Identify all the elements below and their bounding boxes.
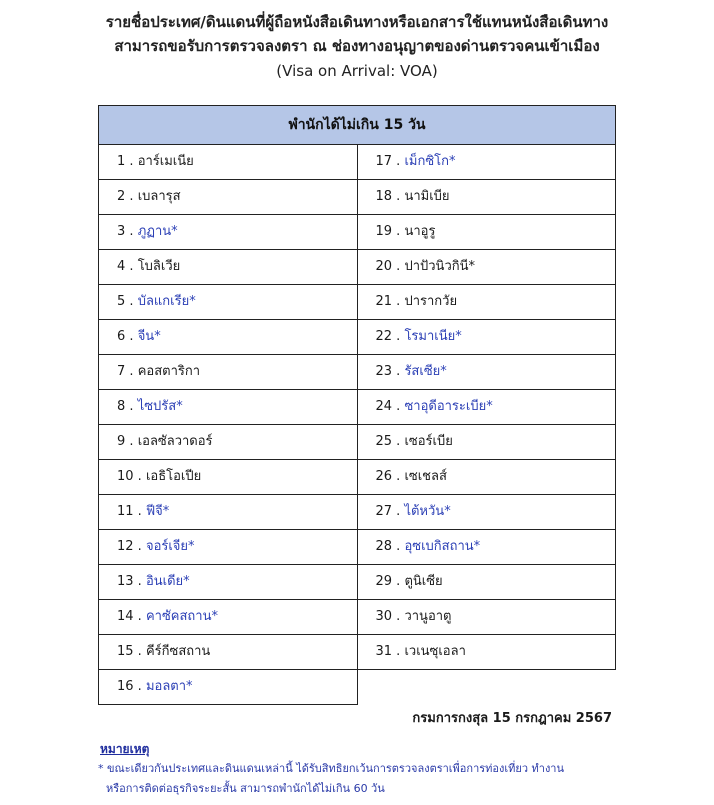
country-name: ซาอุดีอาระเบีย*: [404, 399, 493, 414]
table-row: [99, 565, 616, 600]
country-name: คีร์กีซสถาน: [145, 644, 211, 659]
country-cell: [357, 530, 616, 565]
note-line-2: หรือการติดต่อธุรกิจระยะสั้น สามารถพำนักได้ไม่เกิน 60 วัน: [106, 782, 385, 795]
country-number: 25 .: [375, 434, 401, 449]
country-name: เซอร์เบีย: [404, 434, 453, 449]
country-cell: [357, 250, 616, 285]
country-cell: [357, 495, 616, 530]
country-name: อาร์เมเนีย: [137, 154, 194, 169]
country-number: 14 .: [117, 609, 142, 624]
country-number: 20 .: [375, 259, 401, 274]
country-name: ไต้หวัน*: [404, 504, 451, 519]
country-cell: [357, 320, 616, 355]
country-cell: [357, 145, 616, 180]
country-number: 5 .: [117, 294, 134, 309]
table-row: [99, 390, 616, 425]
country-name: เอลซัลวาดอร์: [137, 434, 213, 449]
table-row: [99, 495, 616, 530]
table-row: [99, 425, 616, 460]
table-row: [99, 600, 616, 635]
table-row: [99, 145, 616, 180]
country-number: 2 .: [117, 189, 134, 204]
country-cell: [99, 495, 358, 530]
table-row: [99, 670, 616, 705]
country-number: 27 .: [375, 504, 401, 519]
country-number: 6 .: [117, 329, 134, 344]
country-cell: [357, 425, 616, 460]
country-cell: [99, 250, 358, 285]
country-number: 16 .: [117, 679, 142, 694]
country-number: 7 .: [117, 364, 134, 379]
country-cell: [99, 285, 358, 320]
country-number: 10 .: [117, 469, 142, 484]
country-name: บัลแกเรีย*: [137, 294, 196, 309]
country-cell: [99, 600, 358, 635]
country-name: ปาปัวนิวกินี*: [404, 259, 476, 274]
country-cell: [357, 180, 616, 215]
country-number: 18 .: [375, 189, 401, 204]
country-number: 28 .: [375, 539, 401, 554]
country-number: 21 .: [375, 294, 401, 309]
country-cell: [99, 180, 358, 215]
table-heading: พำนักได้ไม่เกิน 15 วัน: [99, 106, 616, 145]
country-number: 24 .: [375, 399, 401, 414]
country-cell: [99, 145, 358, 180]
country-name: นามิเบีย: [404, 189, 450, 204]
country-name: ปารากวัย: [404, 294, 458, 309]
country-cell: [99, 635, 358, 670]
country-name: ตูนิเซีย: [404, 574, 443, 589]
document-title-line-2: สามารถขอรับการตรวจลงตรา ณ ช่องทางอนุญาตของด่านตรวจคนเข้าเมือง: [114, 37, 600, 55]
country-cell: [99, 215, 358, 250]
country-number: 17 .: [375, 154, 401, 169]
country-name: รัสเซีย*: [404, 364, 447, 379]
country-cell: [99, 670, 358, 705]
country-name: จอร์เจีย*: [145, 539, 195, 554]
country-cell: [357, 285, 616, 320]
country-name: เอธิโอเปีย: [145, 469, 202, 484]
note-heading: หมายเหตุ: [100, 742, 150, 756]
document-title-line-3: (Visa on Arrival: VOA): [276, 62, 438, 80]
country-cell: [99, 425, 358, 460]
country-number: 29 .: [375, 574, 401, 589]
country-number: 22 .: [375, 329, 401, 344]
country-number: 19 .: [375, 224, 401, 239]
country-name: มอลตา*: [145, 679, 193, 694]
country-cell: [357, 355, 616, 390]
country-number: 30 .: [375, 609, 401, 624]
country-number: 11 .: [117, 504, 142, 519]
country-name: ภูฏาน*: [137, 224, 178, 239]
country-number: 8 .: [117, 399, 134, 414]
country-name: จีน*: [137, 329, 161, 344]
country-name: อุซเบกิสถาน*: [404, 539, 481, 554]
note-line-1: * ขณะเดียวกันประเทศและดินแดนเหล่านี้ ได้รับสิทธิยกเว้นการตรวจลงตราเพื่อการท่องเที่ยว ทำงาน: [98, 762, 565, 775]
table-row: [99, 460, 616, 495]
country-number: 31 .: [375, 644, 401, 659]
country-name: อินเดีย*: [145, 574, 190, 589]
table-body: [99, 145, 616, 705]
country-cell: [99, 460, 358, 495]
country-name: คาซัคสถาน*: [145, 609, 218, 624]
country-cell: [357, 215, 616, 250]
country-name: เวเนซุเอลา: [404, 644, 466, 659]
country-number: 4 .: [117, 259, 134, 274]
voa-country-table: [98, 105, 616, 705]
country-name: เบลารุส: [137, 189, 181, 204]
country-name: โรมาเนีย*: [404, 329, 462, 344]
country-number: 26 .: [375, 469, 401, 484]
country-cell: [99, 565, 358, 600]
table-row: [99, 320, 616, 355]
country-name: ฟีจี*: [145, 504, 170, 519]
country-cell: [99, 390, 358, 425]
table-row: [99, 180, 616, 215]
table-row: [99, 250, 616, 285]
country-cell: [357, 565, 616, 600]
country-number: 1 .: [117, 154, 134, 169]
country-cell: [99, 530, 358, 565]
country-number: 15 .: [117, 644, 142, 659]
country-number: 13 .: [117, 574, 142, 589]
empty-cell: [357, 670, 616, 705]
country-cell: [357, 635, 616, 670]
country-number: 23 .: [375, 364, 401, 379]
table-row: [99, 215, 616, 250]
country-cell: [357, 460, 616, 495]
table-row: [99, 530, 616, 565]
country-name: เซเชลส์: [404, 469, 447, 484]
country-name: ไซปรัส*: [137, 399, 183, 414]
country-number: 9 .: [117, 434, 134, 449]
table-header-row: [99, 106, 616, 145]
table-row: [99, 285, 616, 320]
document-title-line-1: รายชื่อประเทศ/ดินแดนที่ผู้ถือหนังสือเดินทางหรือเอกสารใช้แทนหนังสือเดินทาง: [105, 13, 609, 31]
country-name: โบลิเวีย: [137, 259, 181, 274]
country-name: นาอูรู: [404, 224, 436, 239]
country-cell: [99, 355, 358, 390]
country-cell: [357, 390, 616, 425]
country-cell: [357, 600, 616, 635]
country-name: วานูอาตู: [404, 609, 452, 624]
issuer-date: กรมการกงสุล 15 กรกฎาคม 2567: [412, 711, 612, 726]
country-name: คอสตาริกา: [137, 364, 201, 379]
country-number: 12 .: [117, 539, 142, 554]
country-name: เม็กซิโก*: [404, 154, 456, 169]
table-row: [99, 635, 616, 670]
table-row: [99, 355, 616, 390]
country-number: 3 .: [117, 224, 134, 239]
country-cell: [99, 320, 358, 355]
